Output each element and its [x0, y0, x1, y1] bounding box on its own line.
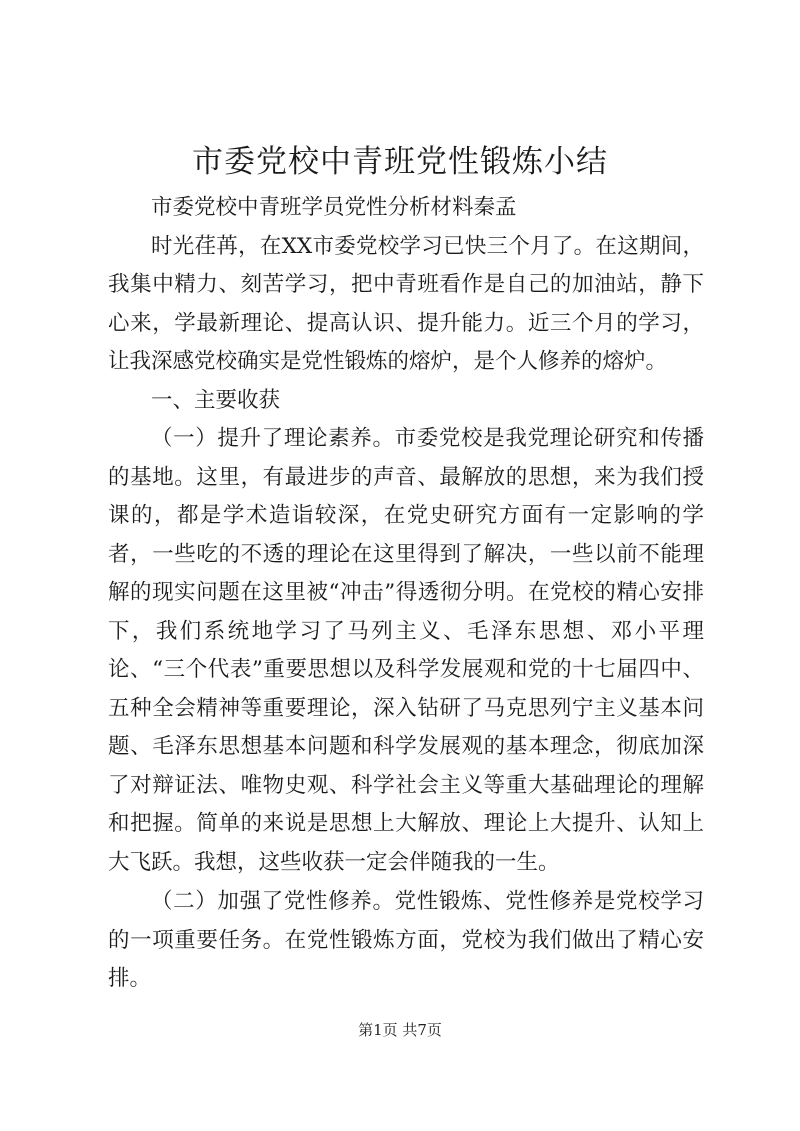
document-body — [108, 189, 704, 999]
document-title: 市委党校中青班党性锻炼小结 — [192, 144, 608, 180]
subtitle-paragraph: 市委党校中青班学员党性分析材料秦孟 — [151, 195, 517, 220]
section-heading: 一、主要收获 — [151, 387, 281, 413]
intro-paragraph: 时光荏苒，在XX市委党校学习已快三个月了。在这期间，我集中精力、刻苦学习，把中青班看作是自己的加油站，静下心来，学最新理论、提高认识、提升能力。近三个月的学习，让我深感党校确实是党性锻炼的熔炉，是个人修养的熔炉。 — [108, 233, 704, 374]
page-footer: 第1页 共7页 — [358, 1021, 442, 1039]
gain-two-paragraph: （二）加强了党性修养。党性锻炼、党性修养是党校学习的一项重要任务。在党性锻炼方面，党校为我们做出了精心安排。 — [108, 889, 704, 991]
gain-one-paragraph: （一）提升了理论素养。市委党校是我党理论研究和传播的基地。这里，有最进步的声音、最解放的思想，来为我们授课的，都是学术造诣较深，在党史研究方面有一定影响的学者，一些吃的不透的理论在这里得到了解决，一些以前不能理解的现实问题在这里被“冲击”得透彻分明。在党校的精心安排下，我们系统地学习了马列主义、毛泽东思想、邓小平理论、“三个代表”重要思想以及科学发展观和党的十七届四中、五种全会精神等重要理论，深入钻研了马克思列宁主义基本问题、毛泽东思想基本问题和科学发展观的基本理念，彻底加深了对辩证法、唯物史观、科学社会主义等重大基础理论的理解和把握。简单的来说是思想上大解放、理论上大提升、认知上大飞跃。我想，这些收获一定会伴随我的一生。 — [108, 426, 704, 875]
